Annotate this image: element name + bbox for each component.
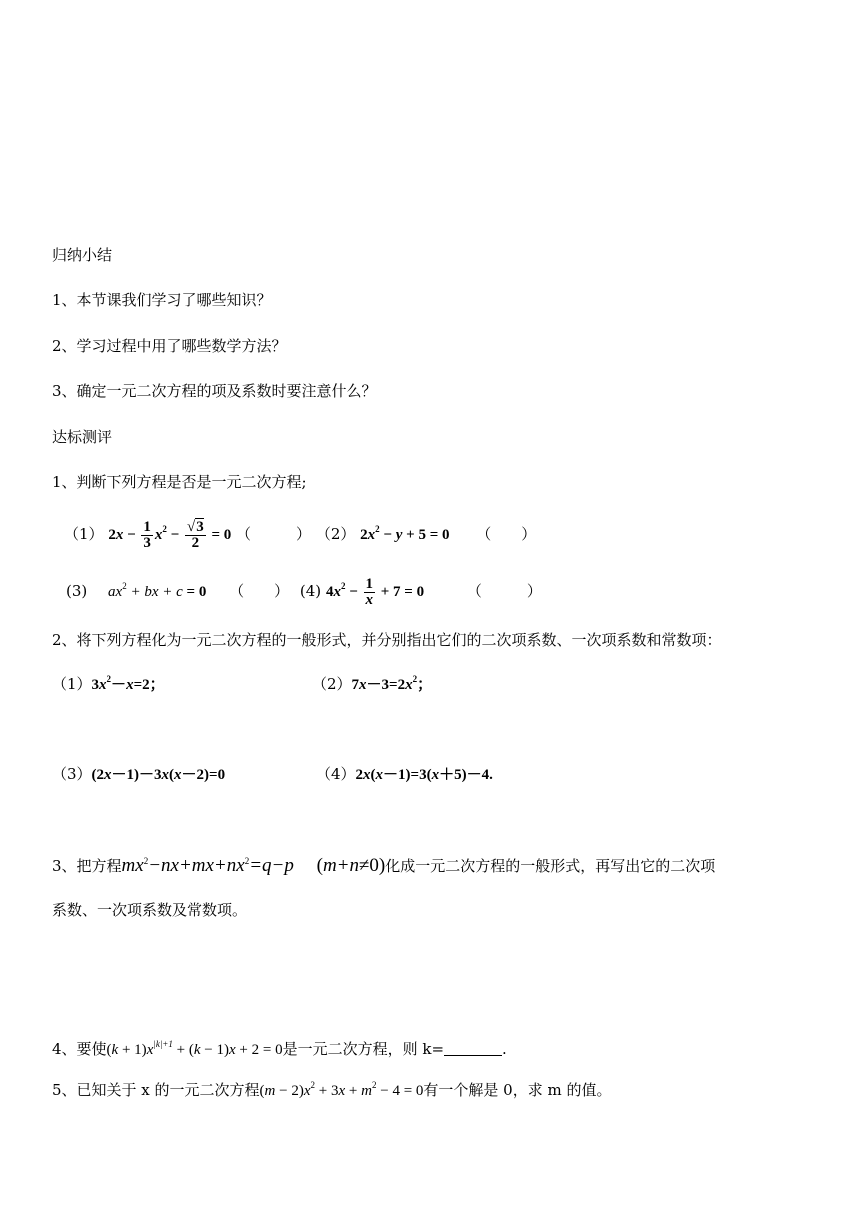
q4-suffix: 是一元二次方程，则 k=: [282, 1040, 445, 1058]
q1-equation-4: $4x^2$ − $\frac{1}{x}$ + 7 = 0: [325, 576, 425, 609]
q3-condition: (m+n≠0): [316, 855, 386, 876]
q2-equation-1: $3x^2-x=2$；: [91, 674, 165, 693]
q1-equation-1: 2x − $\frac{1}{3}$ $x^2$ − $\frac{√3}{2}$ = 0: [108, 519, 232, 552]
q1-item4-label: (4): [299, 582, 322, 600]
q3-equation: $mx^2-nx+mx+nx^2=q-p$: [121, 855, 294, 876]
q2-equation-2: $7x-3=2x^2$；: [351, 674, 433, 693]
q2-equation-4: 2x(x－1)=3(x＋5)－4.: [355, 767, 493, 783]
q2-equation-3: (2x－1)－3x(x－2)=0: [91, 767, 226, 783]
q1-answer-blank-1[interactable]: （ ）: [236, 525, 312, 543]
q1-answer-blank-4[interactable]: （ ）: [466, 582, 542, 600]
q4-prefix: 4、要使: [52, 1040, 107, 1058]
summary-question-3: 3、确定一元二次方程的项及系数时要注意什么？: [52, 382, 377, 400]
q5-suffix: 有一个解是 0，求 m 的值。: [423, 1081, 612, 1099]
summary-heading: 归纳小结: [52, 246, 113, 264]
summary-question-1: 1、本节课我们学习了哪些知识？: [52, 291, 272, 309]
q1-item2-label: （2）: [315, 525, 356, 543]
q1-row-2: [66, 570, 542, 612]
q3-suffix: 化成一元二次方程的一般形式，再写出它的二次项: [385, 857, 716, 875]
q1-equation-3: $ax^2$ + bx + c = 0: [108, 581, 207, 600]
q2-row-1: [52, 674, 165, 695]
q1-item1-label: （1）: [64, 525, 104, 543]
q2-row-2b: [316, 764, 493, 785]
q2-item2-label: （2）: [312, 675, 352, 693]
q2-row-1b: [312, 674, 432, 695]
q4-answer-blank[interactable]: [444, 1041, 502, 1056]
test-heading: 达标测评: [52, 428, 113, 446]
q1-item3-label: (3): [66, 582, 88, 600]
q2-item3-label: （3）: [52, 765, 92, 783]
q1-equation-2: $2x^2 - y + 5 = 0$: [360, 524, 450, 543]
q3-line-2: 系数、一次项系数及常数项。: [52, 901, 248, 919]
q4-line: [52, 1036, 507, 1062]
summary-question-2: 2、学习过程中用了哪些数学方法？: [52, 337, 287, 355]
q1-answer-blank-3[interactable]: （ ）: [229, 582, 290, 600]
q5-prefix: 5、已知关于 x 的一元二次方程: [52, 1081, 260, 1099]
q4-end: .: [502, 1040, 507, 1058]
q2-item1-label: （1）: [52, 675, 92, 693]
q3-line-1: [52, 853, 715, 879]
q1-row-1: [64, 514, 536, 554]
q5-equation: $(m - 2)x^2 + 3x + m^2 - 4 = 0$: [259, 1080, 424, 1099]
q4-equation: $(k + 1)x^{|k|+1} + (k - 1)x + 2 = 0$: [106, 1039, 283, 1058]
q1-answer-blank-2[interactable]: （ ）: [476, 525, 537, 543]
q1-stem: 1、判断下列方程是否是一元二次方程;: [52, 473, 307, 491]
q3-prefix: 3、把方程: [52, 857, 122, 875]
q2-item4-label: （4）: [316, 765, 356, 783]
q2-stem: 2、将下列方程化为一元二次方程的一般形式，并分别指出它们的二次项系数、一次项系数和常数项：: [52, 631, 722, 649]
q5-line: [52, 1080, 611, 1101]
q2-row-2: [52, 764, 225, 785]
